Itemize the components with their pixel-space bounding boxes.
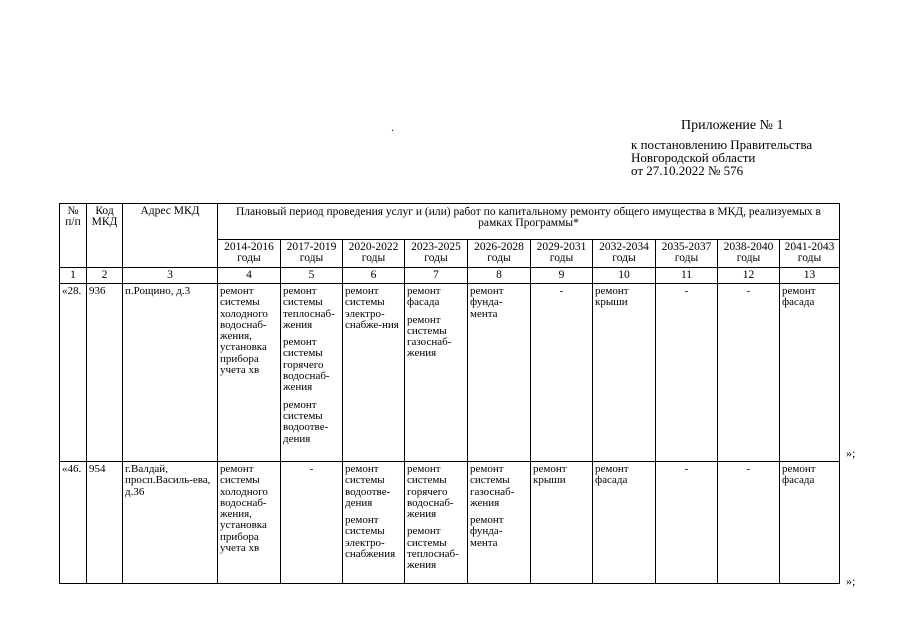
work-item: ремонт фасада [782, 463, 816, 487]
work-item: - [684, 463, 689, 475]
period-cell [593, 462, 656, 584]
header-period: 2041-2043 годы [780, 240, 840, 268]
work-item: ремонт системы горячего водоснаб-жения [407, 463, 454, 521]
work-item: - [559, 285, 564, 297]
table-row [60, 462, 840, 584]
work-item: ремонт фасада [782, 285, 816, 309]
column-number: 2 [87, 268, 123, 284]
header-no: № п/п [60, 204, 87, 268]
work-item: ремонт системы теплоснаб-жения [283, 285, 335, 331]
period-cell [218, 462, 281, 584]
header-period: 2017-2019 годы [281, 240, 343, 268]
work-item: ремонт системы водоотве-дения [283, 398, 329, 445]
column-number: 10 [593, 268, 656, 284]
header-period: 2038-2040 годы [718, 240, 780, 268]
column-number: 8 [468, 268, 531, 284]
column-number: 9 [531, 268, 593, 284]
table-row [60, 284, 840, 462]
row-address: г.Валдай, просп.Василь-ева, д.36 [123, 462, 218, 584]
work-item: ремонт фунда-мента [470, 285, 504, 320]
row-number: «28. [60, 284, 87, 462]
column-number: 6 [343, 268, 405, 284]
work-item: - [309, 463, 314, 475]
column-number: 4 [218, 268, 281, 284]
period-cell [218, 284, 281, 462]
period-cell [343, 462, 405, 584]
column-number: 13 [780, 268, 840, 284]
work-item: ремонт системы электро-снабже-ния [345, 285, 399, 331]
column-number: 1 [60, 268, 87, 284]
header-address: Адрес МКД [123, 204, 218, 268]
column-number: 5 [281, 268, 343, 284]
work-item: ремонт крыши [533, 463, 567, 487]
period-cell [531, 284, 593, 462]
work-item: ремонт системы газоснаб-жения [470, 463, 515, 509]
stray-dot: . [391, 120, 394, 134]
header-period: 2029-2031 годы [531, 240, 593, 268]
work-item: - [746, 463, 751, 475]
period-cell [718, 462, 780, 584]
period-cell [468, 462, 531, 584]
period-cell [281, 284, 343, 462]
work-item: ремонт фунда-мента [470, 514, 504, 549]
work-item: - [684, 285, 689, 297]
work-item: ремонт системы холодного водоснаб-жения, установка прибора учета хв [220, 463, 268, 555]
column-number: 3 [123, 268, 218, 284]
work-item: ремонт системы теплоснаб-жения [407, 525, 459, 572]
header-period: 2020-2022 годы [343, 240, 405, 268]
column-number: 12 [718, 268, 780, 284]
period-cell [780, 284, 840, 462]
column-number-row [60, 268, 840, 284]
appendix-line-2: Новгородской области [631, 150, 756, 165]
appendix-line-3: от 27.10.2022 № 576 [631, 163, 744, 178]
appendix-line-1: к постановлению Правительства [631, 137, 813, 152]
header-period: 2014-2016 годы [218, 240, 281, 268]
period-cell [343, 284, 405, 462]
header-period: 2032-2034 годы [593, 240, 656, 268]
appendix-title: Приложение № 1 [681, 118, 784, 133]
row-code: 954 [87, 462, 123, 584]
appendix-header [631, 119, 881, 177]
work-item: ремонт системы газоснаб-жения [407, 313, 452, 360]
header-period: 2023-2025 годы [405, 240, 468, 268]
period-cell [656, 462, 718, 584]
work-item: ремонт фасада [595, 463, 629, 487]
period-cell [780, 462, 840, 584]
period-cell [281, 462, 343, 584]
header-period: 2035-2037 годы [656, 240, 718, 268]
work-item: ремонт системы водоотве-дения [345, 463, 391, 509]
work-item: ремонт системы электро-снабжения [345, 514, 396, 561]
work-item: ремонт системы холодного водоснаб-жения, установка прибора учета хв [220, 285, 268, 377]
work-item: ремонт фасада [407, 285, 441, 309]
program-table [59, 203, 840, 584]
period-cell [405, 462, 468, 584]
period-cell [718, 284, 780, 462]
row-number: «46. [60, 462, 87, 584]
row-address: п.Рощино, д.3 [123, 284, 218, 462]
period-cell [405, 284, 468, 462]
row-end-mark: »; [846, 446, 856, 460]
header-planned-period: Плановый период проведения услуг и (или) работ по капитальному ремонту общего имущества в МКД, реализуемых в рамках Программы* [218, 204, 840, 240]
period-cell [656, 284, 718, 462]
row-code: 936 [87, 284, 123, 462]
column-number: 7 [405, 268, 468, 284]
work-item: - [746, 285, 751, 297]
column-number: 11 [656, 268, 718, 284]
header-code: Код МКД [87, 204, 123, 268]
period-cell [468, 284, 531, 462]
work-item: ремонт крыши [595, 285, 629, 309]
work-item: ремонт системы горячего водоснаб-жения [283, 336, 330, 394]
period-cell [531, 462, 593, 584]
header-period: 2026-2028 годы [468, 240, 531, 268]
period-cell [593, 284, 656, 462]
row-end-mark: »; [846, 574, 856, 588]
